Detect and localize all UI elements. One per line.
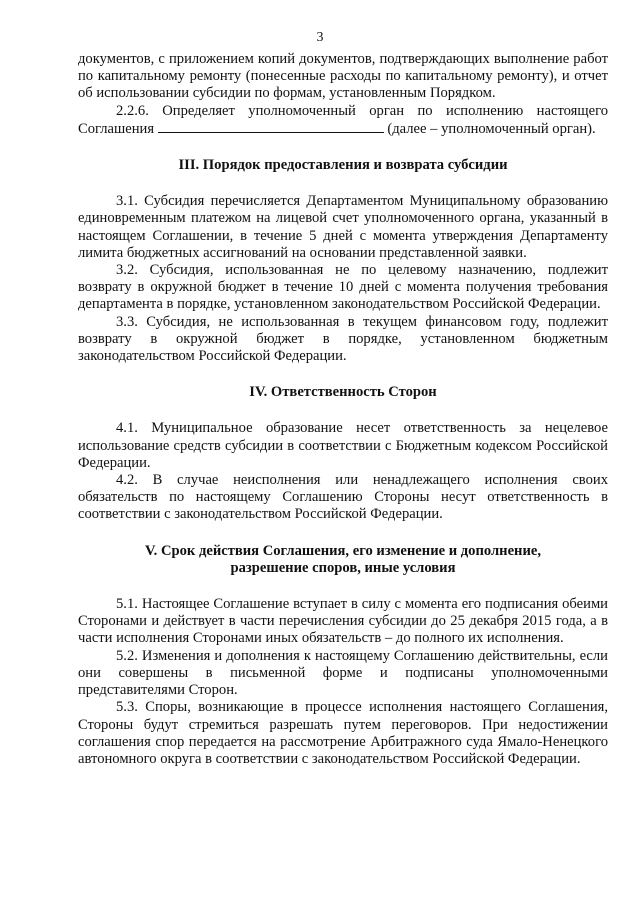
clause-2-2-6-tail: (далее – уполномоченный орган). xyxy=(383,120,596,137)
clause-5-3: 5.3. Споры, возникающие в процессе исполнения настоящего Соглашения, Стороны будут стремиться разрешать путем переговоров. При недостижении соглашения спор передается на рассмотрение Арбитражного суда Ямало-Ненецкого автономного округа в соответствии с законодательством Российской Федерации. xyxy=(78,699,608,767)
clause-2-2-6-text: 2.2.6. Определяет уполномоченный орган по исполнению настоящего Соглашения xyxy=(78,102,608,137)
clause-4-1: 4.1. Муниципальное образование несет ответственность за нецелевое использование средств субсидии в соответствии с Бюджетным кодексом Российской Федерации. xyxy=(78,420,608,471)
section-3-title: III. Порядок предоставления и возврата субсидии xyxy=(178,157,508,174)
section-5-title xyxy=(78,543,608,577)
section-5-title-line-2: разрешение споров, иные условия xyxy=(230,559,456,576)
section-5-title-line-1: V. Срок действия Соглашения, его изменение и дополнение, xyxy=(145,542,541,559)
clause-4-2: 4.2. В случае неисполнения или ненадлежащего исполнения своих обязательств по настоящему Соглашению Стороны несут ответственность в соответствии с законодательством Российской Федерации. xyxy=(78,472,608,523)
document-body xyxy=(78,51,608,768)
continuation-paragraph: документов, с приложением копий документов, подтверждающих выполнение работ по капитальному ремонту (понесенные расходы по капитальному ремонту), и отчет об использовании субсидии по формам, установленным Порядком. xyxy=(78,51,608,102)
blank-field-line xyxy=(158,120,384,133)
section-4-title: IV. Ответственность Сторон xyxy=(249,384,437,401)
clause-2-2-6 xyxy=(78,103,608,138)
clause-3-3: 3.3. Субсидия, не использованная в текущем финансовом году, подлежит возврату в окружной бюджет в порядке, установленном бюджетным законодательством Российской Федерации. xyxy=(78,313,608,365)
clause-3-2: 3.2. Субсидия, использованная не по целевому назначению, подлежит возврату в окружной бюджет в течение 10 дней с момента получения требования департамента в порядке, установленном законодательством Российской Федерации. xyxy=(78,262,608,313)
clause-5-1: 5.1. Настоящее Соглашение вступает в силу с момента его подписания обеими Сторонами и действует в части перечисления субсидии до 25 декабря 2015 года, а в части исполнения Сторонами иных обязательств – до полного их исполнения. xyxy=(78,596,608,647)
page-number: 3 xyxy=(316,30,324,45)
clause-5-2: 5.2. Изменения и дополнения к настоящему Соглашению действительны, если они совершены в письменной форме и подписаны уполномоченными представителями Сторон. xyxy=(78,647,608,699)
clause-3-1: 3.1. Субсидия перечисляется Департаментом Муниципальному образованию единовременным платежом на лицевой счет уполномоченного органа, указанный в настоящем Соглашении, в течение 5 дней с момента утверждения Департаменту лимита бюджетных ассигнований на основании представленной заявки. xyxy=(78,193,608,261)
